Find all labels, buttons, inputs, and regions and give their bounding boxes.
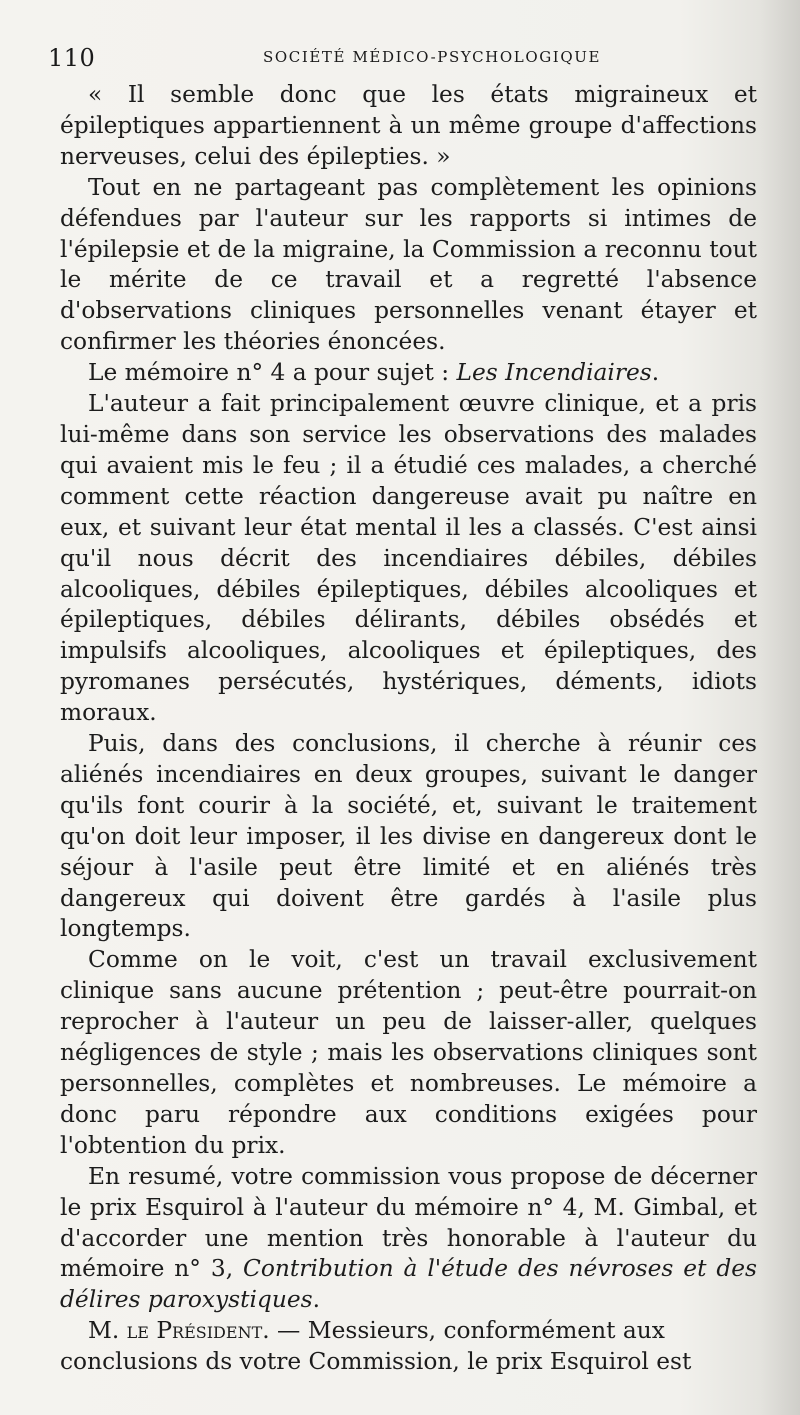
paragraph-quote-conclusion [60, 80, 757, 173]
paragraph-punctuation: . [651, 359, 660, 387]
paragraph-punctuation: . [312, 1286, 320, 1314]
paragraph-conclusions [60, 729, 757, 945]
page-header [48, 44, 760, 74]
paragraph-text: Puis, dans des conclusions, il cherche à réunir ces aliénés incendiaires en deux groupes, suivant le danger qu'ils font courir à la société, et, suivant le traitement qu'on doit leur imposer, il les divise en dangereux dont le séjour à l'asile peut être limité et en aliénés très dangereux qui doivent être gardés à l'asile plus longtemps. [60, 730, 757, 943]
paragraph-summary-proposal [60, 1162, 757, 1317]
paragraph-president-remarks [60, 1316, 757, 1378]
paragraph-assessment [60, 945, 757, 1161]
speaker-name: M. le Président. [88, 1317, 270, 1345]
paragraph-text: — Messieurs, conformément aux conclusions ds votre Commission, le prix Esquirol est [60, 1317, 692, 1376]
paragraph-text: « Il semble donc que les états migraineux et épileptiques appartiennent à un même groupe d'affections nerveuses, celui des épilepties. » [60, 81, 757, 170]
memoire-title: Les Incendiaires [456, 359, 652, 387]
paragraph-text: En resumé, votre commission vous propose de décerner le prix Esquirol à l'auteur du mémoire n° 4, M. Gimbal, et d'accorder une mention très honorable à l'auteur du mémoire n° 3, [60, 1162, 757, 1283]
paragraph-memoire-4-subject [60, 358, 757, 389]
paragraph-text: Comme on le voit, c'est un travail exclusivement clinique sans aucune prétention ; peut-être pourrait-on reprocher à l'auteur un peu de laisser-aller, quelques négligences de style ; mais les observations cliniques sont personnelles, complètes et nombreuses. Le mémoire a donc paru répondre aux conditions exigées pour l'obtention du prix. [60, 946, 757, 1159]
paragraph-text: Tout en ne partageant pas complètement les opinions défendues par l'auteur sur les rapports si intimes de l'épilepsie et de la migraine, la Commission a reconnu tout le mérite de ce travail et a regretté l'absence d'observations cliniques personnelles venant étayer et confirmer les théories énoncées. [60, 173, 757, 356]
paragraph-text: L'auteur a fait principalement œuvre clinique, et a pris lui-même dans son service les observations des malades qui avaient mis le feu ; il a étudié ces malades, a cherché comment cette réaction dangereuse avait pu naître en eux, et suivant leur état mental il les a classés. C'est ainsi qu'il nous décrit des incendiaires débiles, débiles alcooliques, débiles épileptiques, débiles alcooliques et épileptiques, débiles délirants, débiles obsédés et impulsifs alcooliques, alcooliques et épileptiques, des pyromanes persécutés, hystériques, déments, idiots moraux. [60, 390, 757, 727]
body-text [60, 80, 757, 1378]
paragraph-commission-opinion [60, 173, 757, 358]
memoire-title: Contribution à l'étude des névroses et des délires paroxystiques [60, 1255, 758, 1314]
running-title: SOCIÉTÉ MÉDICO-PSYCHOLOGIQUE [263, 48, 602, 66]
paragraph-text: Le mémoire n° 4 a pour sujet : [88, 359, 457, 387]
page-number: 110 [48, 44, 96, 72]
paragraph-clinical-work [60, 389, 757, 729]
